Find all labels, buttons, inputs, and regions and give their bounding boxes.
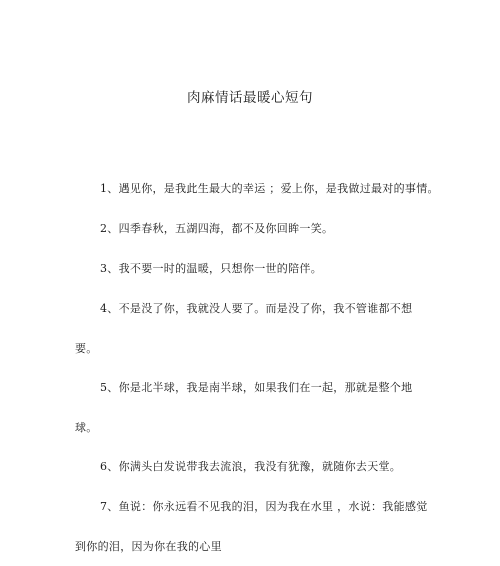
paragraph-line-5: 5、你是北半球，我是南半球，如果我们在一起，那就是整个地 <box>100 381 413 394</box>
paragraph-line-6: 6、你满头白发说带我去流浪，我没有犹豫，就随你去天堂。 <box>100 460 402 473</box>
paragraph-line-7-cont: 到你的泪，因为你在我的心里 <box>75 540 222 553</box>
paragraph-line-3: 3、我不要一时的温暖，只想你一世的陪伴。 <box>100 262 322 275</box>
paragraph-line-4: 4、不是没了你，我就没人要了。而是没了你，我不管谁都不想 <box>100 302 413 315</box>
document-title: 肉麻情话最暖心短句 <box>187 90 313 106</box>
paragraph-line-7: 7、鱼说：你永远看不见我的泪，因为我在水里 ，水说：我能感觉 <box>100 500 428 513</box>
paragraph-line-4-cont: 要。 <box>75 342 98 355</box>
paragraph-line-2: 2、四季春秋，五湖四海，都不及你回眸一笑。 <box>100 222 334 235</box>
paragraph-line-5-cont: 球。 <box>75 421 98 434</box>
paragraph-line-1: 1、遇见你，是我此生最大的幸运 ；爱上你，是我做过最对的事情。 <box>100 182 439 195</box>
